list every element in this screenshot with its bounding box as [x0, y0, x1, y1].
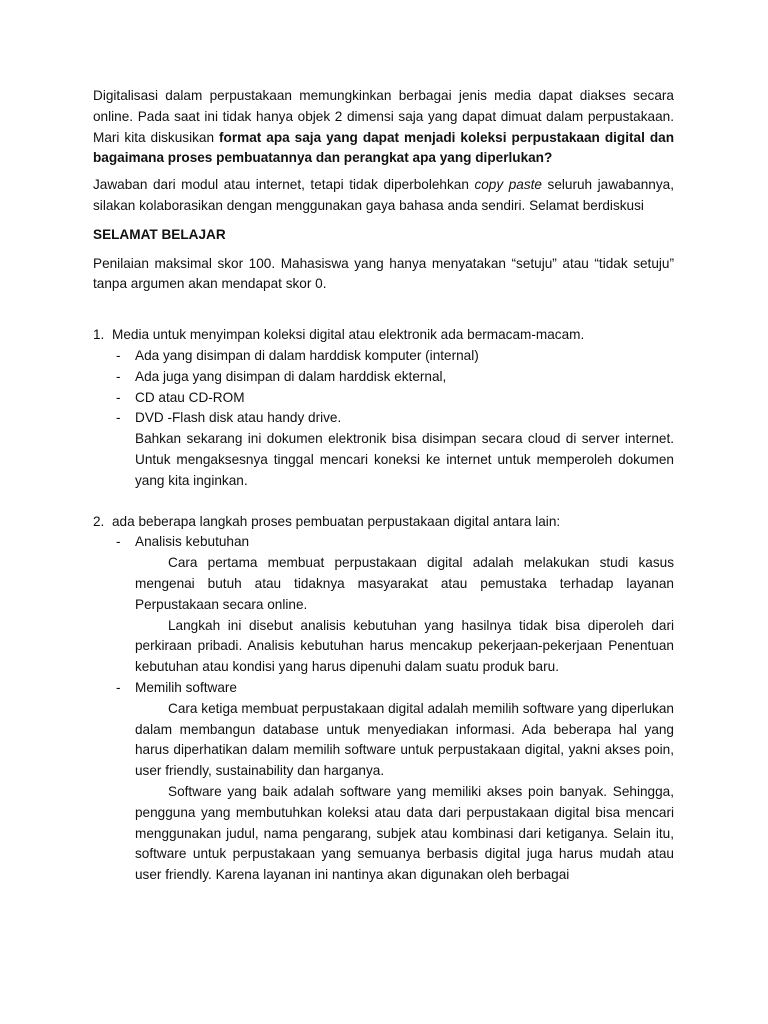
item-title: Media untuk menyimpan koleksi digital atau elektronik ada bermacam-macam.	[112, 327, 585, 343]
item-number: 1.	[93, 327, 105, 343]
dash-bullet: -	[116, 347, 121, 363]
grading-paragraph: Penilaian maksimal skor 100. Mahasiswa yang hanya menyatakan “setuju” atau “tidak setuju” tanpa argumen akan mendapat skor 0.	[93, 255, 674, 292]
step-paragraph: Software yang baik adalah software yang memiliki akses poin banyak. Sehingga, pengguna yang membutuhkan koleksi atau data dari perpustakaan digital bisa mencari menggunakan judul, nama pengarang, subjek atau kombinasi dari ketiganya. Selain itu, software untuk perpustakaan yang semuanya berbasis digital juga harus mudah atau user friendly. Karena layanan ini nantinya akan digunakan oleh berbagai	[135, 783, 674, 883]
list-item-text: DVD -Flash disk atau handy drive.	[135, 410, 342, 426]
list-item-text: Ada juga yang disimpan di dalam harddisk ekternal,	[135, 368, 447, 384]
numbered-item-2	[93, 512, 674, 886]
list-item	[112, 678, 674, 886]
list-item	[112, 532, 674, 678]
dash-bullet: -	[116, 389, 121, 405]
instruction-italic: copy paste	[474, 177, 542, 193]
list-item	[112, 367, 674, 388]
dash-bullet: -	[116, 679, 121, 695]
intro-text: Digitalisasi dalam perpustakaan memungkinkan berbagai jenis media dapat diakses secara online. Pada saat ini tidak hanya objek 2 dimensi saja yang dapat dimuat dalam perpustakaan. Mari kita diskusikan	[93, 88, 674, 145]
list-item	[112, 388, 674, 409]
list-item	[112, 346, 674, 367]
cloud-note: Bahkan sekarang ini dokumen elektronik bisa disimpan secara cloud di server internet. Untuk mengaksesnya tinggal mencari koneksi ke internet untuk memperoleh dokumen yang kita inginkan.	[135, 431, 674, 488]
step-title: Analisis kebutuhan	[135, 534, 250, 550]
list-item	[112, 408, 674, 429]
dash-bullet: -	[116, 410, 121, 426]
list-item-text: Ada yang disimpan di dalam harddisk komputer (internal)	[135, 347, 479, 363]
instruction-text: Jawaban dari modul atau internet, tetapi tidak diperbolehkan	[93, 177, 475, 193]
intro-bold-question: format apa saja yang dapat menjadi koleksi perpustakaan digital dan bagaimana proses pembuatannya dan perangkat apa yang diperlukan?	[93, 129, 675, 166]
media-list	[112, 346, 674, 429]
numbered-item-1	[93, 325, 674, 491]
dash-bullet: -	[116, 368, 121, 384]
step-paragraph: Cara pertama membuat perpustakaan digital adalah melakukan studi kasus mengenai butuh atau tidaknya masyarakat atau pemustaka terhadap layanan Perpustakaan secara online.	[135, 555, 674, 612]
instruction-text-end: seluruh jawabannya, silakan kolaborasikan dengan menggunakan gaya bahasa anda sendiri. Selamat berdiskusi	[93, 177, 674, 213]
step-paragraph: Cara ketiga membuat perpustakaan digital adalah memilih software yang diperlukan dalam membangun database untuk menyediakan informasi. Ada beberapa hal yang harus diperhatikan dalam memilih software untuk perpustakaan digital, yakni akses poin, user friendly, sustainability dan harganya.	[135, 700, 674, 779]
section-heading: SELAMAT BELAJAR	[93, 226, 226, 242]
list-item-text: CD atau CD-ROM	[135, 389, 245, 405]
intro-paragraph-1	[93, 86, 674, 169]
step-paragraph: Langkah ini disebut analisis kebutuhan yang hasilnya tidak bisa diperoleh dari perkiraan pribadi. Analisis kebutuhan harus mencakup pekerjaan-pekerjaan Penentuan kebutuhan atau kondisi yang harus dipenuhi dalam suatu produk baru.	[135, 617, 674, 675]
steps-list	[112, 532, 674, 886]
dash-bullet: -	[116, 534, 121, 550]
item-number: 2.	[93, 513, 105, 529]
item-title: ada beberapa langkah proses pembuatan perpustakaan digital antara lain:	[112, 513, 561, 529]
step-title: Memilih software	[135, 679, 237, 695]
intro-paragraph-2	[93, 175, 674, 217]
